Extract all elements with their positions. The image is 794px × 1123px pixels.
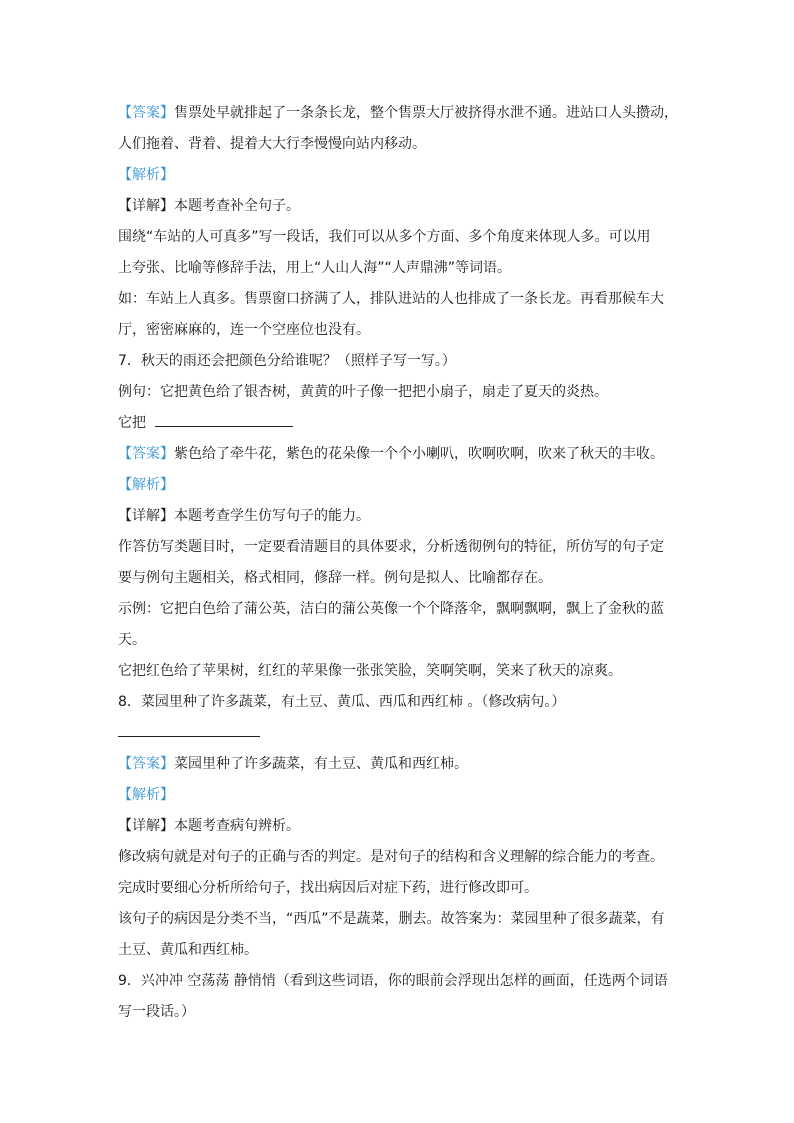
- q7-detail-line-2: 要与例句主题相关，格式相同，修辞一样。例句是拟人、比喻都存在。: [118, 570, 552, 586]
- q8-detail-line-1: 修改病句就是对句子的正确与否的判定。是对句子的结构和含义理解的综合能力的考查。: [118, 849, 664, 865]
- q6-detail-line-4: 厅，密密麻麻的，连一个空座位也没有。: [118, 322, 370, 338]
- q7-detail-line-3: 示例：它把白色给了蒲公英，洁白的蒲公英像一个个降落伞，飘啊飘啊，飘上了金秋的蓝: [118, 601, 664, 617]
- q6-detail-line-3: 如：车站上人真多。售票窗口挤满了人，排队进站的人也排成了一条长龙。再看那候车大: [118, 291, 664, 307]
- answer-tag: 【答案】: [118, 756, 174, 772]
- q8-answer-blank-line: [118, 718, 678, 749]
- q6-analysis-tag: 【解析】: [118, 167, 174, 183]
- q7-detail-line-4: 天。: [118, 632, 146, 648]
- q6-detail-line-1: 围绕“车站的人可真多”写一段话，我们可以从多个方面、多个角度来体现人多。可以用: [118, 229, 651, 245]
- q6-answer-line-1: [118, 98, 678, 129]
- q8-answer-blank[interactable]: [118, 722, 260, 737]
- q6-answer-text: 售票处早就排起了一条条长龙，整个售票大厅被挤得水泄不通。进站口人头攒动，: [174, 105, 678, 121]
- q8-detail: 【详解】本题考查病句辨析。: [118, 818, 300, 834]
- q7-answer-blank[interactable]: [155, 412, 293, 427]
- q7-answer-line: [118, 439, 678, 470]
- answer-tag: 【答案】: [118, 105, 174, 121]
- q8-detail-line-2: 完成时要细心分析所给句子，找出病因后对症下药，进行修改即可。: [118, 880, 538, 896]
- q8-analysis-tag: 【解析】: [118, 787, 174, 803]
- q7-prompt-line: [118, 408, 678, 439]
- q8-detail-line-4: 土豆、黄瓜和西红柿。: [118, 942, 258, 958]
- q7-answer-text: 紫色给了牵牛花，紫色的花朵像一个个小喇叭，吹啊吹啊，吹来了秋天的丰收。: [174, 446, 664, 462]
- document-page: [118, 98, 678, 1028]
- q7-detail-line-1: 作答仿写类题目时，一定要看清题目的具体要求，分析透彻例句的特征，所仿写的句子定: [118, 539, 664, 555]
- q7-analysis-tag: 【解析】: [118, 477, 174, 493]
- q6-detail-line-2: 上夸张、比喻等修辞手法，用上“人山人海”“人声鼎沸”等词语。: [118, 260, 512, 276]
- q7-example: 例句：它把黄色给了银杏树，黄黄的叶子像一把把小扇子，扇走了夏天的炎热。: [118, 384, 608, 400]
- q7-prompt: 它把: [118, 415, 146, 431]
- q7-question: 7．秋天的雨还会把颜色分给谁呢？（照样子写一写。）: [118, 353, 456, 369]
- answer-tag: 【答案】: [118, 446, 174, 462]
- q8-detail-line-3: 该句子的病因是分类不当，“西瓜”不是蔬菜，删去。故答案为：菜园里种了很多蔬菜，有: [118, 911, 665, 927]
- q9-question-line-1: 9．兴冲冲 空荡荡 静悄悄（看到这些词语，你的眼前会浮现出怎样的画面，任选两个词语: [118, 973, 668, 989]
- q7-detail: 【详解】本题考查学生仿写句子的能力。: [118, 508, 370, 524]
- q8-answer-text: 菜园里种了许多蔬菜，有土豆、黄瓜和西红柿。: [174, 756, 468, 772]
- q9-question-line-2: 写一段话。）: [118, 1004, 195, 1020]
- q8-answer-line: [118, 749, 678, 780]
- q8-question: 8．菜园里种了许多蔬菜，有土豆、黄瓜、西瓜和西红柿 。（修改病句。）: [118, 694, 566, 710]
- q7-detail-line-5: 它把红色给了苹果树，红红的苹果像一张张笑脸，笑啊笑啊，笑来了秋天的凉爽。: [118, 663, 622, 679]
- q6-detail: 【详解】本题考查补全句子。: [118, 198, 300, 214]
- q6-answer-line-2: 人们拖着、背着、提着大大行李慢慢向站内移动。: [118, 136, 426, 152]
